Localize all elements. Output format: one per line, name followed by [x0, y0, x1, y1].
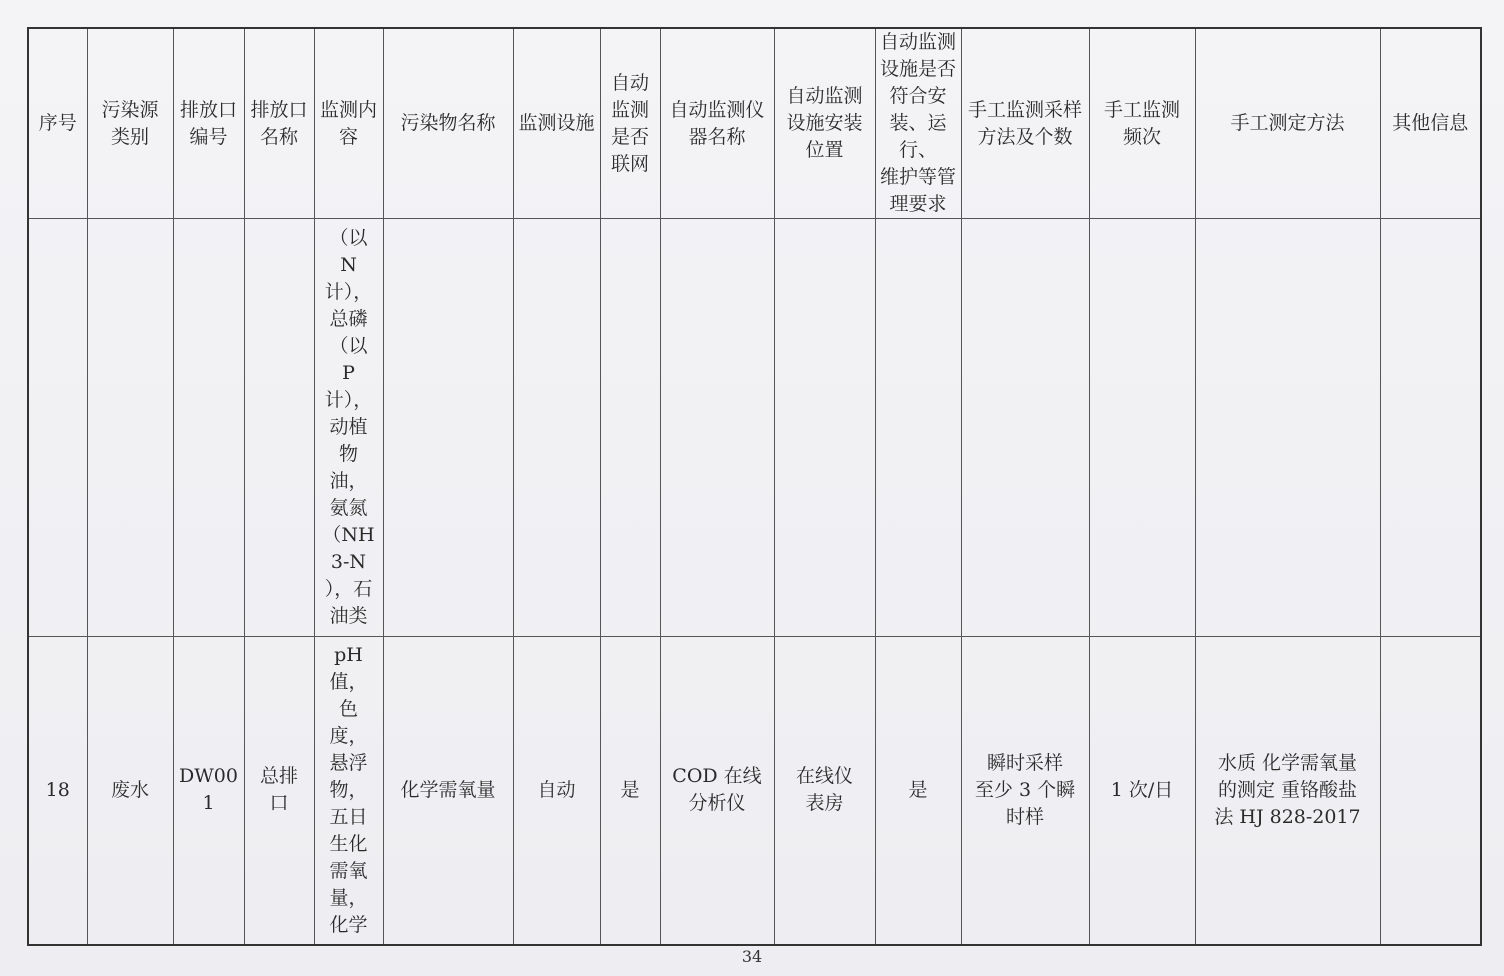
source-type-cell: 废水: [87, 637, 173, 945]
networked-cell: 是: [600, 637, 660, 945]
table-cell: [244, 219, 314, 637]
header-cell: 自动监测仪 器名称: [660, 28, 774, 219]
header-cell: 污染源 类别: [87, 28, 173, 219]
pollutant-cell: 化学需氧量: [383, 637, 513, 945]
table-cell: [1195, 219, 1380, 637]
table-row: [28, 219, 1481, 637]
header-cell: 监测设施: [513, 28, 600, 219]
monitoring-content-cell: （以 N 计）， 总磷 （以 P 计）， 动植 物 油， 氨氮 （NH 3-N ），石 油类: [314, 219, 383, 637]
header-cell: 排放口 名称: [244, 28, 314, 219]
install-location-cell: 在线仪 表房: [774, 637, 875, 945]
header-cell: 手工监测 频次: [1089, 28, 1195, 219]
table-cell: [875, 219, 961, 637]
table-cell: [660, 219, 774, 637]
table-cell: [513, 219, 600, 637]
monitoring-content-cell: pH 值， 色 度， 悬浮 物， 五日 生化 需氧 量， 化学: [314, 637, 383, 945]
monitoring-table: [27, 27, 1482, 946]
table-cell: [383, 219, 513, 637]
compliant-cell: 是: [875, 637, 961, 945]
header-cell: 污染物名称: [383, 28, 513, 219]
other-info-cell: [1380, 637, 1481, 945]
table-cell: [1380, 219, 1481, 637]
facility-cell: 自动: [513, 637, 600, 945]
header-cell: 手工监测采样 方法及个数: [961, 28, 1089, 219]
table-cell: [774, 219, 875, 637]
manual-sampling-cell: 瞬时采样 至少 3 个瞬 时样: [961, 637, 1089, 945]
table-header-row: [28, 28, 1481, 219]
table-cell: [173, 219, 244, 637]
table-cell: [961, 219, 1089, 637]
page-number: 34: [741, 947, 763, 966]
header-cell: 序号: [28, 28, 87, 219]
header-cell: 监测内 容: [314, 28, 383, 219]
manual-method-cell: 水质 化学需氧量 的测定 重铬酸盐 法 HJ 828-2017: [1195, 637, 1380, 945]
header-cell: 其他信息: [1380, 28, 1481, 219]
header-cell: 自动监测 设施安装 位置: [774, 28, 875, 219]
seq-cell: 18: [28, 637, 87, 945]
table-cell: [87, 219, 173, 637]
table-row: [28, 637, 1481, 945]
outlet-code-cell: DW00 1: [173, 637, 244, 945]
header-cell: 自动监测 设施是否 符合安 装、运行、 维护等管 理要求: [875, 28, 961, 219]
manual-frequency-cell: 1 次/日: [1089, 637, 1195, 945]
header-cell: 手工测定方法: [1195, 28, 1380, 219]
table-cell: [28, 219, 87, 637]
header-cell: 排放口 编号: [173, 28, 244, 219]
header-cell: 自动 监测 是否 联网: [600, 28, 660, 219]
table-cell: [1089, 219, 1195, 637]
table-cell: [600, 219, 660, 637]
outlet-name-cell: 总排 口: [244, 637, 314, 945]
instrument-cell: COD 在线 分析仪: [660, 637, 774, 945]
